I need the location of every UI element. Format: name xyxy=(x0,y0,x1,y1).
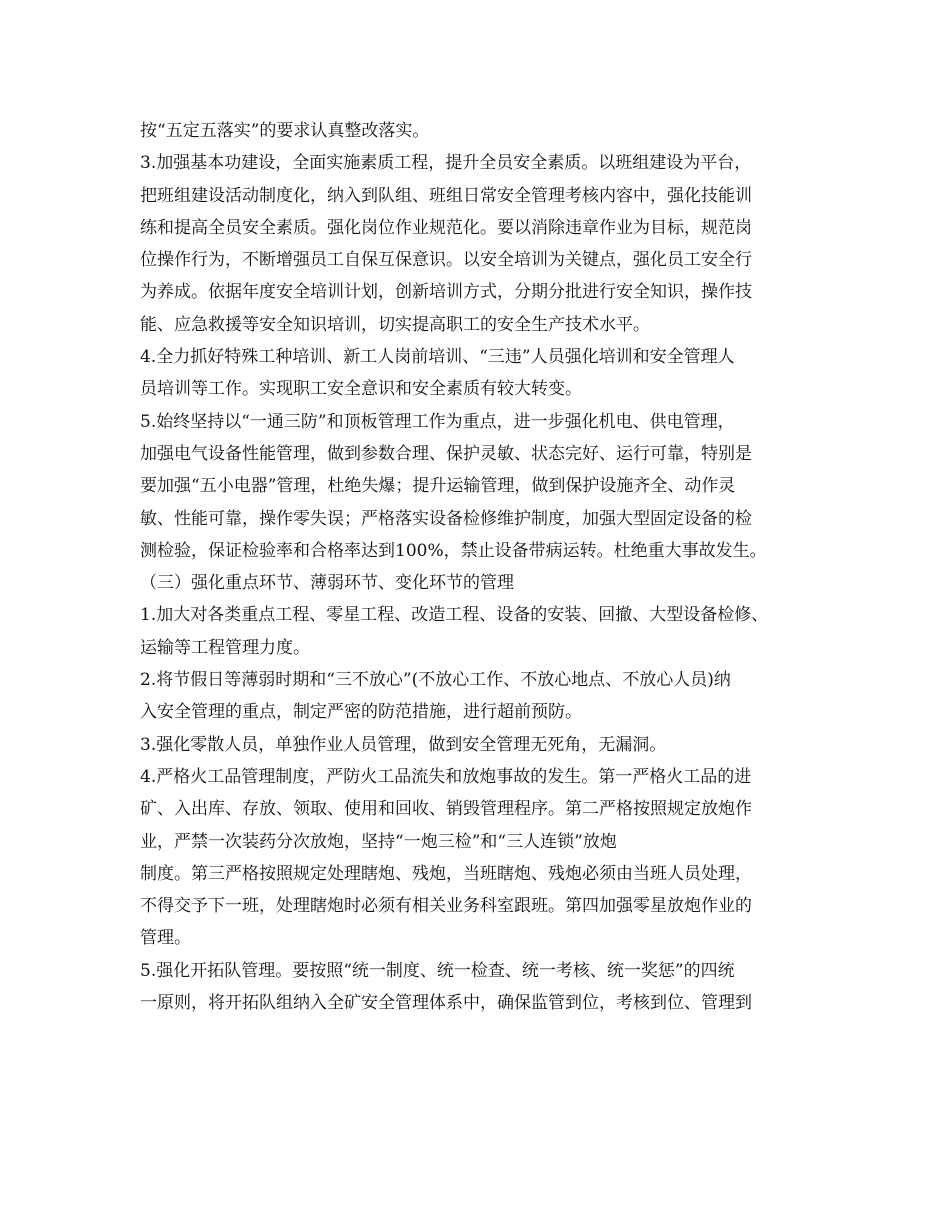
text-line: 运输等工程管理力度。 xyxy=(140,637,310,658)
text-line: 1.加大对各类重点工程、零星工程、改造工程、设备的安装、回撤、大型设备检修、 xyxy=(140,605,769,626)
text-line: 3.强化零散人员，单独作业人员管理，做到安全管理无死角，无漏洞。 xyxy=(140,734,667,755)
text-line: 3.加强基本功建设，全面实施素质工程，提升全员安全素质。以班组建设为平台， xyxy=(140,153,752,174)
text-line: 要加强“五小电器”管理，杜绝失爆；提升运输管理，做到保护设施齐全、动作灵 xyxy=(140,476,736,497)
text-line: 5.强化开拓队管理。要按照“统一制度、统一检查、统一考核、统一奖惩”的四统 xyxy=(140,960,735,981)
text-line: 能、应急救援等安全知识培训，切实提高职工的安全生产技术水平。 xyxy=(140,314,650,335)
text-line: 不得交予下一班，处理瞎炮时必须有相关业务科室跟班。第四加强零星放炮作业的 xyxy=(140,896,752,917)
text-line: 敏、性能可靠，操作零失误；严格落实设备检修维护制度，加强大型固定设备的检 xyxy=(140,508,752,529)
text-line: 2.将节假日等薄弱时期和“三不放心”(不放心工作、不放心地点、不放心人员)纳 xyxy=(140,670,731,691)
text-line: 一原则，将开拓队组纳入全矿安全管理体系中，确保监管到位，考核到位、管理到 xyxy=(140,993,752,1014)
section-heading: （三）强化重点环节、薄弱环节、变化环节的管理 xyxy=(140,573,514,594)
text-line: 4.全力抓好特殊工种培训、新工人岗前培训、“三违”人员强化培训和安全管理人 xyxy=(140,347,735,368)
text-line: 4.严格火工品管理制度，严防火工品流失和放炮事故的发生。第一严格火工品的进 xyxy=(140,766,752,787)
text-line: 制度。第三严格按照规定处理瞎炮、残炮，当班瞎炮、残炮必须由当班人员处理， xyxy=(140,863,752,884)
text-line: 员培训等工作。实现职工安全意识和安全素质有较大转变。 xyxy=(140,379,582,400)
text-line: 入安全管理的重点，制定严密的防范措施，进行超前预防。 xyxy=(140,702,582,723)
text-line: 为养成。依据年度安全培训计划，创新培训方式，分期分批进行安全知识，操作技 xyxy=(140,282,752,303)
text-line: 按“五定五落实”的要求认真整改落实。 xyxy=(140,121,430,141)
text-line: 管理。 xyxy=(140,928,191,949)
text-line: 5.始终坚持以“一通三防”和顶板管理工作为重点，进一步强化机电、供电管理， xyxy=(140,411,735,432)
text-line: 加强电气设备性能管理，做到参数合理、保护灵敏、状态完好、运行可靠，特别是 xyxy=(140,443,752,464)
document-body xyxy=(140,115,820,1019)
text-line: 业，严禁一次装药分次放炮，坚持“一炮三检”和“三人连锁”放炮 xyxy=(140,831,617,852)
text-line: 测检验，保证检验率和合格率达到100%，禁止设备带病运转。杜绝重大事故发生。 xyxy=(140,540,767,561)
text-line: 把班组建设活动制度化，纳入到队组、班组日常安全管理考核内容中，强化技能训 xyxy=(140,185,752,206)
text-line: 矿、入出库、存放、领取、使用和回收、销毁管理程序。第二严格按照规定放炮作 xyxy=(140,799,752,820)
text-line: 练和提高全员安全素质。强化岗位作业规范化。要以消除违章作业为目标，规范岗 xyxy=(140,217,752,238)
text-line: 位操作行为，不断增强员工自保互保意识。以安全培训为关键点，强化员工安全行 xyxy=(140,250,752,271)
